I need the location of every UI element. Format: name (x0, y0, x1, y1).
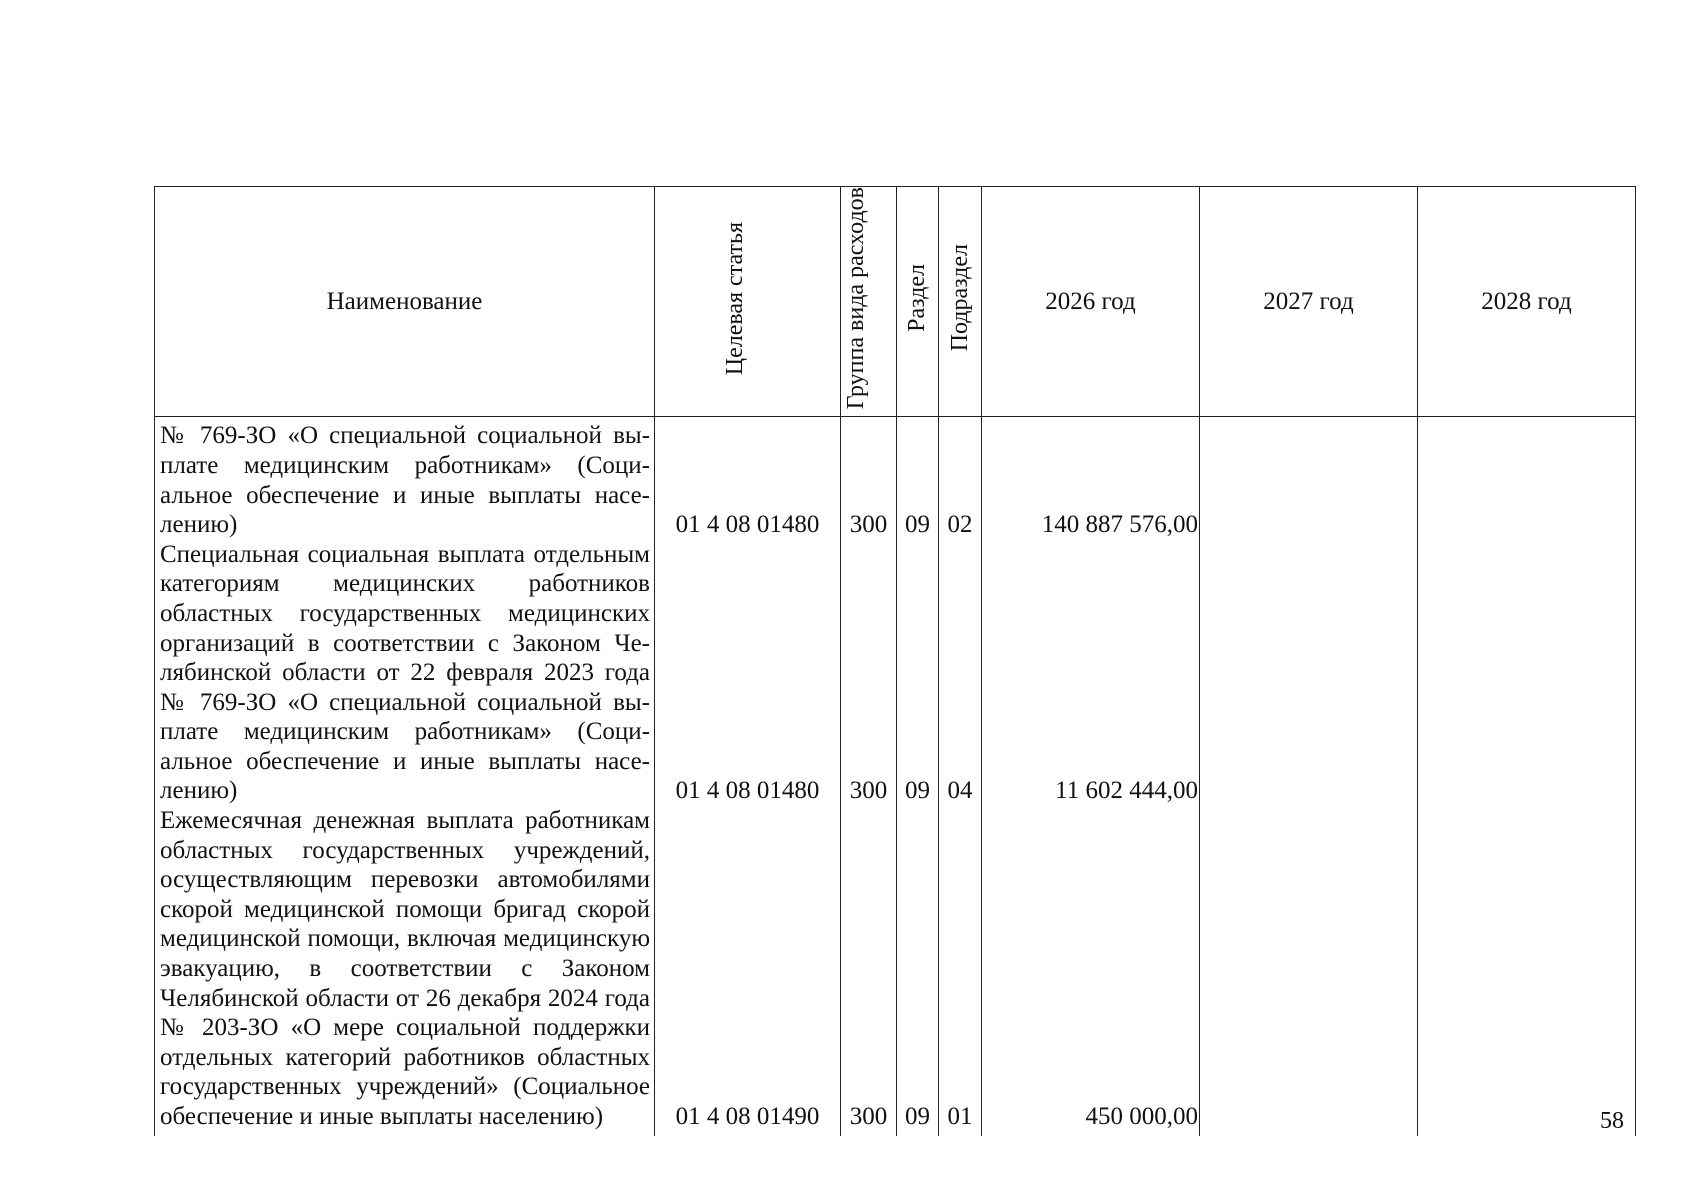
table-row (155, 806, 1636, 1136)
row-amount-2027 (1200, 417, 1418, 540)
header-name: Наименование (155, 187, 655, 417)
row-amount-2028 (1418, 417, 1636, 540)
row-expense-group: 300 (841, 417, 897, 540)
row-amount-2026: 11 602 444,00 (982, 540, 1200, 806)
header-target-article: Целевая статья (655, 187, 841, 417)
page-number: 58 (1600, 1108, 1624, 1134)
row-subsection: 04 (939, 540, 982, 806)
header-section: Раздел (897, 187, 939, 417)
header-year-2027: 2027 год (1200, 187, 1418, 417)
header-year-2028: 2028 год (1418, 187, 1636, 417)
row-subsection: 02 (939, 417, 982, 540)
row-section: 09 (897, 417, 939, 540)
row-amount-2028 (1418, 540, 1636, 806)
table-row (155, 417, 1636, 540)
header-expense-group: Группа вида расходов (841, 187, 897, 417)
row-name: Ежемесячная денежная выплата работникам областных государственных учреждений, осуществляющим перевозки автомобилями скорой медицинской помощи бригад скорой медицинской помощи, включая медицинскую эвакуацию, в соответствии с Законом Челябинской области от 26 декабря 2024 года № 203-ЗО «О мере социальной поддержки отдельных категорий работников областных государственных учреждений» (Социальное обеспечение и иные выплаты населению) (155, 806, 655, 1136)
row-name: № 769-ЗО «О специальной социальной выплате медицинским работникам» (Социальное обеспечение и иные выплаты населению) (155, 417, 655, 540)
row-name: Специальная социальная выплата отдельным категориям медицинских работников областных государственных медицинских организаций в соответствии с Законом Челябинской области от 22 февраля 2023 года № 769-ЗО «О специальной социальной выплате медицинским работникам» (Социальное обеспечение и иные выплаты населению) (155, 540, 655, 806)
row-amount-2027 (1200, 806, 1418, 1136)
row-amount-2028 (1418, 806, 1636, 1136)
row-target-article: 01 4 08 01490 (655, 806, 841, 1136)
row-target-article: 01 4 08 01480 (655, 540, 841, 806)
row-section: 09 (897, 540, 939, 806)
budget-table (154, 186, 1636, 1136)
row-amount-2026: 140 887 576,00 (982, 417, 1200, 540)
row-amount-2027 (1200, 540, 1418, 806)
row-section: 09 (897, 806, 939, 1136)
row-target-article: 01 4 08 01480 (655, 417, 841, 540)
table-header-row (155, 187, 1636, 417)
row-expense-group: 300 (841, 806, 897, 1136)
table-row (155, 540, 1636, 806)
header-subsection: Подраздел (939, 187, 982, 417)
row-expense-group: 300 (841, 540, 897, 806)
row-subsection: 01 (939, 806, 982, 1136)
row-amount-2026: 450 000,00 (982, 806, 1200, 1136)
header-year-2026: 2026 год (982, 187, 1200, 417)
